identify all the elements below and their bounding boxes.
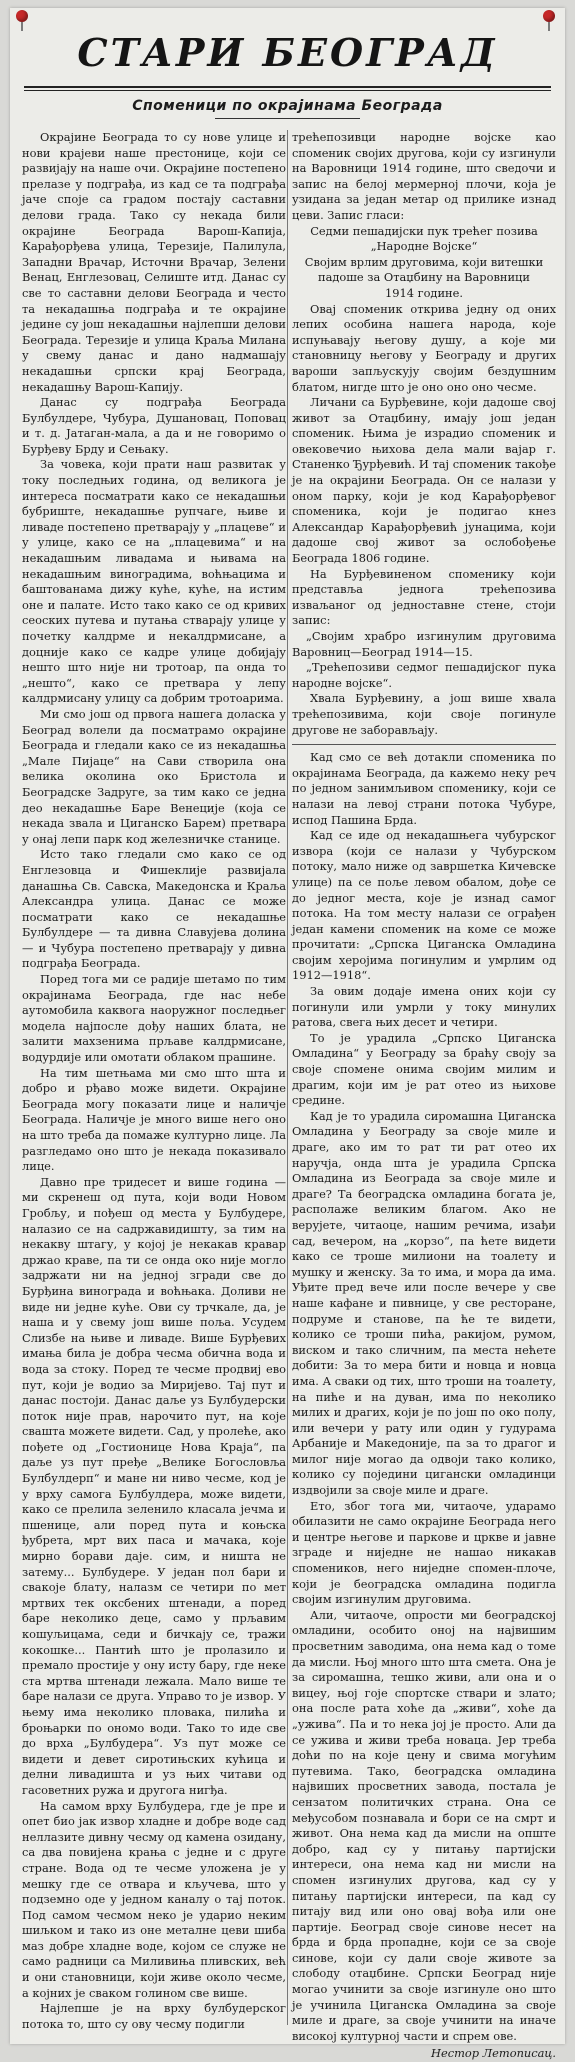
article-paragraph: На Бурђевиненом споменику који представља једнога трећепозива изваљаног од једноставне стене, стоји запис: [292,566,556,628]
article-paragraph: трећепозивци народне војске као споменик својих другова, који су изгинули на Варовници 1914 године, што сведочи и запис на белој мермерној плочи, која је узидана за један метар од прилике изнад цеви. Запис гласи: [292,130,556,222]
article-paragraph: На самом врху Булбудера, где је пре и опет био јак извор хладне и добре воде сад неллазите дивну чесму од камена озидану, са два повијена крања с једне и с друге стране. Вода од те чесме уложена је у мешку где се отвара и кључева, што у подземно оде у једном каналу о тај поток. Под самом чесмом неко је ударио неким шиљком и тако из оне металне цеви шиба маз добре хладне воде, којом се служе не само радници са Миливиња пливских, већ и они становници, који живе около чесме, а којних је сваком голином све више. [22,1798,286,2000]
article-paragraph: Данас су подграђа Београда Булбулдере, Чубура, Душановац, Поповац и т. д. Јатаган-мала, а да и не говоримо о Бурђеву Брду и Сењаку. [22,395,286,456]
article-paragraph: Личани са Бурђевине, који дадоше свој живот за Отаџбину, имају још један споменик. Њима је израдио споменик и овековечио њихова дела мали вајар г. Станенко Ђурђевић. И тај споменик такође је на окрајини Београда. Он се налази у оном парку, који је код Карађорђевог споменика, који је подигао кнез Александар Карађорђевић јунацима, који дадоше свој живот за ослобођење Београда 1806 године. [292,395,556,566]
article-paragraph: За овим додаје имена оних који су погинули или умрли у току минулих ратова, свега њих десет и четири. [292,984,556,1030]
inscription-line: „Својим храбро изгинулим друговима Варовниц—Београд 1914—15. [292,629,556,659]
article-paragraph: За човека, који прати наш развитак у току последњих година, од великога је интереса посматрати како се некадашњи бубриште, некадашње рупчаге, њиве и ливаде постепено претварају у „плацеве“ и у улице, како се на „плацевима“ и на некадашњим ливадама и њивама на некадашњим виноградима, воћњацима и баштованама дижу куће, куће, на истим оне и палате. Исто тако како се од кривих сеоских путева и путања стварају улице у почетку калдрме и некалдрмисане, а доцније како се кадре улице добијају нешто што није ни тротоар, па онда то „нешто“, како се претвара у лепу калдрмисану улицу са добрим тротоарима. [22,457,286,706]
article-paragraph: Поред тога ми се радије шетамо по тим окрајинама Београда, где нас небе аутомобила каквога наоружног последњег модела најпосле дођу наших блата, не залити махзенима прљаве калдрмисане, водурдије или омотати облаком прашине. [22,972,286,1065]
pushpin-icon [16,10,30,30]
article-paragraph: Ми смо још од првога нашега доласка у Београд волели да посматрамо окрајине Београда и гледали како се из некадашња „Мале Пијаце“ на Сави створила она велика околина око Бристола и Београдске Задруге, за тим како се једна део некадашње Баре Венеције (која се некада звала и Циганско Барем) претвара у онај лепи парк код железничке станице. [22,706,286,846]
subtitle-rule [215,118,360,119]
inscription-line: „Народне Војске“ [370,239,478,254]
pushpin-icon [543,10,557,30]
article-subtitle: Споменици по окрајинама Београда [132,98,443,114]
section-divider [292,744,556,745]
inscription-line: Седми пешадијски пук трећег позива [310,223,538,238]
article-paragraph: То је урадила „Српско Циганска Омладина“ у Београду за браћу своју за своје споменe онима својим милим и драгим, који им је рат отео из њихове средине. [292,1030,556,1108]
inscription-line: Својим врлим друговима, који витешки [304,254,544,269]
article-paragraph: Исто тако гледали смо како се од Енглезовца и Фишеклије развијала данашња Св. Савска, Македонска и Краља Александра улица. Данас се може посматрати како се некадашње Булбулдере — та дивна Славујева долина — и Чубура постепено претварају у дивна подграђа Београда. [22,847,286,971]
article-paragraph: Давно пре тридесет и више година — ми скренеш од пута, који води Новом Гробљу, и пођеш од места у Булбудере, налазио се на садржавидишту, за тим на некакву штагу, у којој је некакав кравар држао краве, па ти се онда око није могло задржати ни на једној згради све до Бурђина винограда и воћњака. Доливи не виде ни једне куће. Ови су трчкале, да, је наша и у свему још више поља. Усудем Слизбе на њиве и ливаде. Више Бурђевих имања била је добра чесма обична вода и вода за стоку. Поред те чесме продвиј ево пут, који је водио за Миријево. Тај пут и данас постоји. Данас даље уз Булбудерски поток није прав, нарочито пут, на које свашта можете видети. Сад, у пролеће, ако пођете од „Гостионице Нова Краја“, па даље уз пут пређе „Велике Богословља Булбулдерп“ и мане ни ниво чесме, код је у врху самога Булбулдера, може видети, како се прелила зеленило класала јечма и пшенице, али поред пута и коњска ђубрета, мрт вих паса и мачака, које мирно борави даје. сим, и ништа не затему... Булбудере. У један пол бари и свакоје блату, налазм сe четири по мет мртвих тек оксбених штенади, а поред баре некoлико дeце, само у прљавим кошуљицама, седи и бичкају се, тражи кокошке... Пантић што је пролазило и премало простије у ону исту бару, где неке ста мртва штенади лежала. Мало више те баре налази се друга. Управо то је извор. У њему има неколико пловака, пилића и броњарки по ономо води. Тако то иде све до врха „Булбудера“. Уз пут може се видети и девет сиротињских кућица и делни ливадишта и уз њих читави од гасоветних ружа и другога нигђа. [22,1174,286,1797]
inscription-line: „Трећепозиви седмог пешадијског пука народне војске“. [292,660,556,690]
article-paragraph: Хвала Бурђевину, а још више хвала трећепозивима, који своје погинуле другове не заборављају. [292,691,556,737]
column-divider [287,130,288,2025]
inscription-line: 1914 године. [385,285,463,300]
article-paragraph: Најлепше је на врху булбудерског потока то, што су ову чесму подигли [22,2001,286,2031]
masthead-title: СТАРИ БЕОГРАД [77,30,498,75]
article-paragraph: Ето, због тога ми, читаоче, ударамо обилазити не само окрајине Београда него и центре његове и паркове и цркве и јавне зграде и ниједне не нашао никакав спомеников, него ниједне спомен-плоче, који је београдска омладина подигла својим изгинулим друговима. [292,1498,556,1607]
author-signature: Нестор Летописац. [431,2046,556,2061]
article-paragraph: Окрајине Београда то су нове улице и нови крајеви наше престонице, који се развијају на наше очи. Окрајине постепено прелазе у подграђа, из кад се та подграђа јаче споје са градом постају саставни делови града. Тако су некада били окрајине Београда Варош-Капија, Карађорђева улица, Терезије, Палилула, Западни Врачар, Источни Врачар, Зелени Венац, Енглезовац, Селиште итд. Данас су све то саставни делови Београда и често та некадашња подграђа и те окрајине једине су још некадашњи најлепши делови Београда. Терезије и улица Краља Милана у свему данас и дано надмашају некадашњи српски крај Београда, некадашњу Варош-Капију. [22,130,286,394]
inscription-line: падоше за Отаџбину на Варовници [318,270,530,285]
masthead-rule-thin [24,90,551,91]
article-paragraph: Кад се иде од некадашњега чубурског извора (који се налази у Чубурском потоку, мало ниже од завршетка Кичевске улице) па се поље левом обалом, дође се до једног места, које је изнад самог потока. На том месту налази се ограђен један камени споменик на коме се може прочитати: „Српска Циганска Омладина својим херојима погинулим и умрлим од 1912—1918“. [292,828,556,983]
article-paragraph: Овај споменик открива једну од оних лепих особина нашега народа, које испуњавају његову душу, а које ми становницу његову у Београду и других вароши запљускују својим бездушним блатом, нигде што је оно оно оно чесме. [292,301,556,394]
newspaper-page [10,8,565,2061]
right-column [292,130,556,2062]
article-paragraph: На тим шетњама ми смо што шта и добро и рђаво може видети. Окрајине Београда могу показати лице и наличје Београда. Наличје је много више него оно на што треба да помаже културно лице. Ла разгледамо оно што је некада показивало лице. [22,1065,286,1174]
masthead-rule [24,86,551,88]
article-paragraph: Кад је то урадила сиромашна Циганска Омладина у Београду за своје миле и драге, ако им то рат ти рат отео их наручја, онда шта је урадила Српска Омладина из Београда за своје миле и драге? Та београдска омладина богата је, располаже великим благом. Ако не верујете, читаоце, нашим речима, изађи сад, вечером, на „корзо“, па ћете видети како се троше милиони на тоалету и мушку и женску. За то има, и мора да има. Уђите пред вече или после вечере у све наше кафане и пивнице, у све ресторане, подруме и станове, па ће те видети, колико се троши пића, ракијом, румом, виском и тако сличним, па места нећете добити: За то мера бити и новца и новца има. А сваки од тих, што троши на тоалету, на пиће и на дуван, има по неколико милих и драгих, који је по још по око полу, или вечери у рату или один у гудурама Арбаније и Македоније, па за то драгог и милог није могао да одвоји тако колико, колико су поједини цигански омладинци издвојили за своје миле и драге. [292,1108,556,1498]
article-paragraph: Али, читаоче, опрости ми београдској омладини, особито оној на највишим просветним заводима, она нема кад о томе да мисли. Њој много што шта смета. Она је за сиромашна, тешко живи, али она и о вицеу, њој гоје спортске ствари и злато; она после рата хоће да „живи“, хоће да „ужива“. Па и то нека јој је просто. Али да се ужива и живи треба новаца. Јер треба доћи по на које цену и свима могућим путевима. Тако, београдска омладина највиших просветних завода, постала је сензатом политичких страна. Она се међусобом познавала и бори се на смрт и живот. Она нема кад да мисли на опште добро, кад су у питању партијски интереси, она нема кад ни мисли на спомен изгинулих другова, кад су у питању партијски интереси, па кад су питају вид или оно овај вођа или оне партије. Београд своје синове несет на брда и брда пропадне, који се за своје синове, који су дали своје животе за слободу отаџбине. Српски Београд није могао учинити за своје изгинуле оно што је учинила Циганска Омладина за своје миле и драге, за своје учинити на иначе високој културној части и спрем ове. [292,1607,556,2043]
left-column [22,130,286,2032]
article-paragraph: Кад смо се већ дотакли споменика по окрајинама Београда, да кажемо неку реч по једном занимљивом споменику, који се налази на левој страни потока Чубуре, испод Пашина Брда. [292,750,556,827]
